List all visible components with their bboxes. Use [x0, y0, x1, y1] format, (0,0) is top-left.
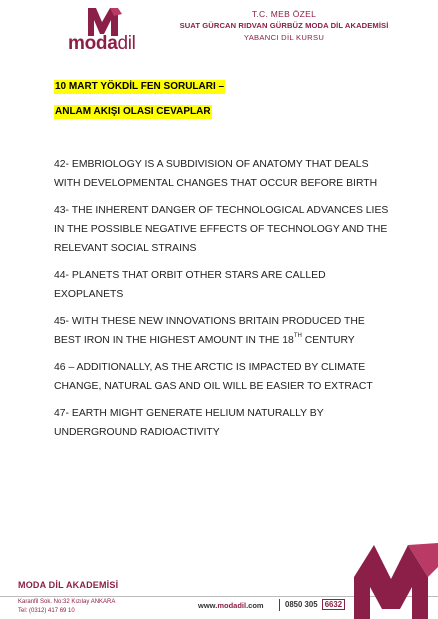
header-line-3: YABANCI DİL KURSU	[243, 33, 325, 42]
title-line-1: 10 MART YÖKDİL FEN SORULARI –	[55, 81, 225, 92]
footer-website: www.modadil.com	[198, 601, 264, 610]
answer-45: 45- WITH THESE NEW INNOVATIONS BRITAIN PRODUCED THE BEST IRON IN THE HIGHEST AMOUNT IN THE 18TH CENTURY	[54, 316, 365, 346]
answer-44: 44- PLANETS THAT ORBIT OTHER STARS ARE CALLED EXOPLANETS	[54, 270, 326, 300]
answer-46: 46 – ADDITIONALLY, AS THE ARCTIC IS IMPACTED BY CLIMATE CHANGE, NATURAL GAS AND OIL WILL BE EASIER TO EXTRACT	[54, 362, 373, 392]
answer-47: 47- EARTH MIGHT GENERATE HELIUM NATURALLY BY UNDERGROUND RADIOACTIVITY	[54, 408, 324, 438]
header-line-2: SUAT GÜRCAN RIDVAN GÜRBÜZ MODA DİL AKADEMİSİ	[179, 21, 389, 30]
brand-wordmark: modadil	[68, 33, 136, 54]
footer-separator	[279, 599, 280, 611]
answer-43: 43- THE INHERENT DANGER OF TECHNOLOGICAL ADVANCES LIES IN THE POSSIBLE NEGATIVE EFFECTS OF TECHNOLOGY AND THE RELEVANT SOCIAL STRAINS	[54, 205, 389, 254]
answers-list	[54, 155, 394, 450]
modadil-m-mark-icon	[344, 537, 438, 619]
answer-42: 42- EMBRIOLOGY IS A SUBDIVISION OF ANATOMY THAT DEALS WITH DEVELOPMENTAL CHANGES THAT OCCUR BEFORE BIRTH	[54, 159, 378, 189]
header-line-1: T.C. MEB ÖZEL	[251, 9, 317, 19]
title-line-2: ANLAM AKIŞI OLASI CEVAPLAR	[55, 106, 211, 117]
header-institution	[144, 9, 424, 42]
footer-academy-name: MODA DİL AKADEMİSİ	[18, 580, 119, 590]
footer-phone: 0850 305 6632	[285, 600, 345, 609]
footer-address: Karanfil Sok. No:32 Kızılay ANKARA Tel: (0312) 417 69 10	[18, 599, 116, 614]
